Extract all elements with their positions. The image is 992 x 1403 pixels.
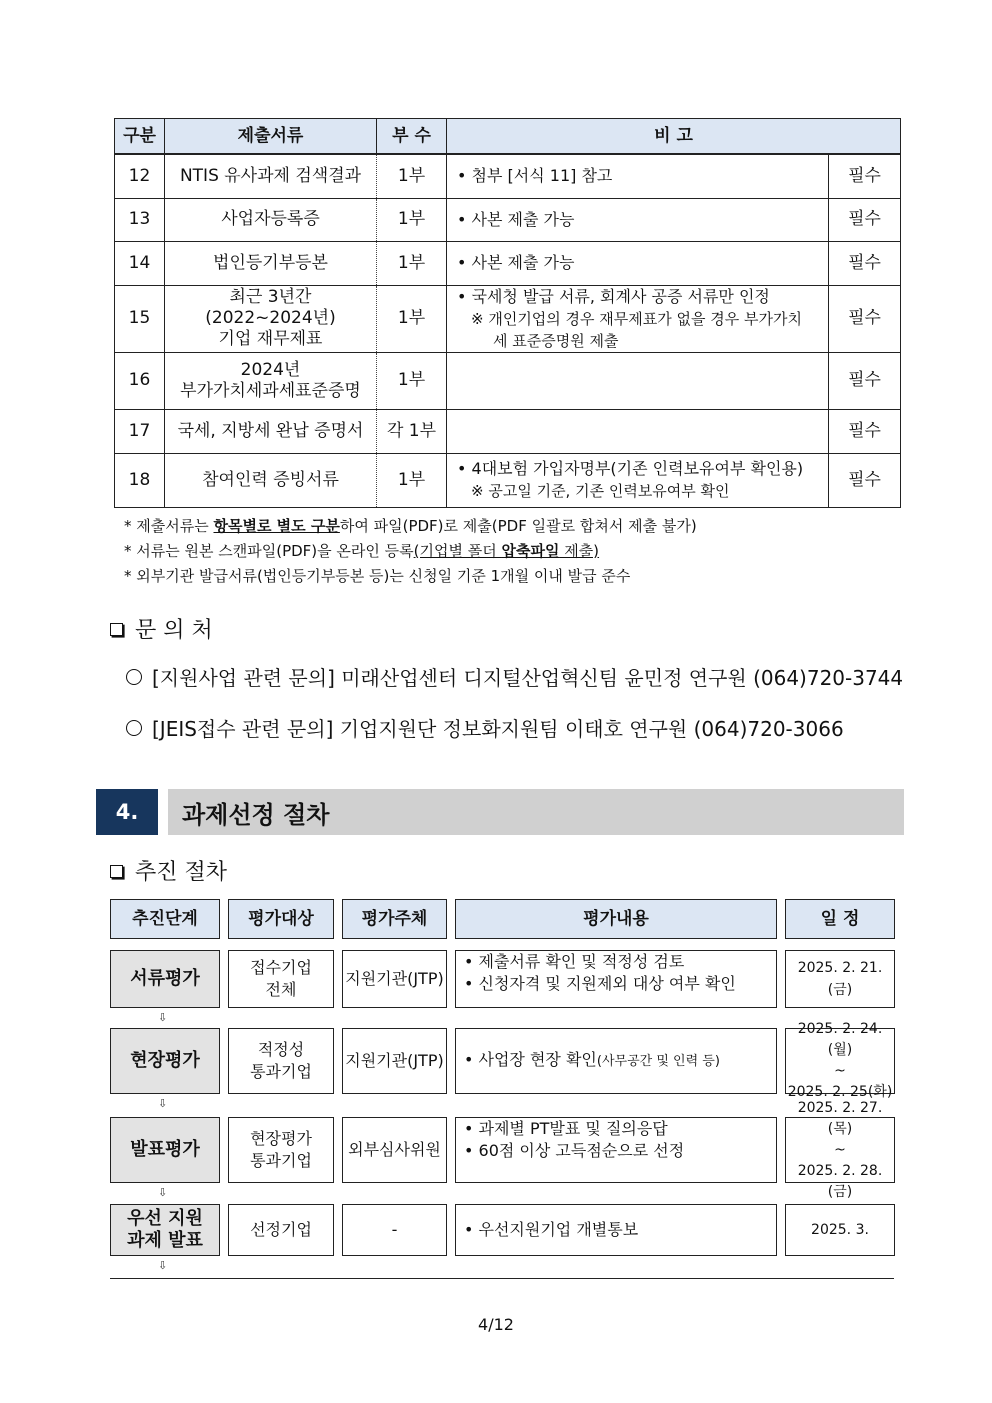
row-note: • 사본 제출 가능 [447, 198, 829, 241]
table-row [115, 352, 901, 409]
proc-content: • 과제별 PT발표 및 질의응답 • 60점 이상 고득점순으로 선정 [455, 1117, 777, 1183]
down-arrow-icon: ⇩ [158, 1259, 168, 1272]
note-2: * 서류는 원본 스캔파일(PDF)을 온라인 등록(기업별 폴더 압축파일 제출) [124, 542, 600, 560]
proc-schedule: 2025. 2. 24.(월) ~ 2025. 2. 25(화) [785, 1028, 895, 1094]
table-header-row [115, 119, 901, 155]
row-no: 14 [115, 241, 165, 285]
row-doc: 국세, 지방세 완납 증명서 [165, 409, 377, 453]
table-row [115, 453, 901, 507]
header-note: 비 고 [447, 119, 901, 155]
row-required: 필수 [829, 352, 901, 409]
stage-presentation: 발표평가 [110, 1117, 220, 1183]
row-note: • 국세청 발급 서류, 회계사 공증 서류만 인정 ※ 개인기업의 경우 재무제표가 없을 경우 부가가치 세 표준증명원 제출 [447, 285, 829, 352]
down-arrow-icon: ⇩ [158, 1186, 168, 1199]
row-required: 필수 [829, 154, 901, 198]
proc-content: • 사업장 현장 확인(사무공간 및 인력 등) [455, 1028, 777, 1094]
note-3: * 외부기관 발급서류(법인등기부등본 등)는 신청일 기준 1개월 이내 발급 준수 [124, 567, 631, 585]
proc-content: • 우선지원기업 개별통보 [455, 1204, 777, 1256]
row-note: • 4대보험 가입자명부(기존 인력보유여부 확인용) ※ 공고일 기준, 기존 인력보유여부 확인 [447, 453, 829, 507]
table-row [115, 409, 901, 453]
documents-table [114, 118, 901, 508]
header-no: 구분 [115, 119, 165, 155]
circle-bullet-icon [126, 669, 142, 685]
down-arrow-icon: ⇩ [158, 1011, 168, 1024]
row-copies: 1부 [377, 285, 447, 352]
proc-target: 현장평가 통과기업 [228, 1117, 334, 1183]
table-row [115, 241, 901, 285]
proc-header-schedule: 일 정 [785, 899, 895, 939]
row-required: 필수 [829, 198, 901, 241]
down-arrow-icon: ⇩ [158, 1097, 168, 1110]
proc-evaluator: 외부심사위원 [342, 1117, 447, 1183]
row-required: 필수 [829, 409, 901, 453]
proc-header-target: 평가대상 [228, 899, 334, 939]
proc-content: • 제출서류 확인 및 적정성 검토 • 신청자격 및 지원제외 대상 여부 확인 [455, 950, 777, 1008]
row-copies: 1부 [377, 198, 447, 241]
contact-item: [JEIS접수 관련 문의] 기업지원단 정보화지원팀 이태호 연구원 (064)720-3066 [126, 713, 844, 742]
row-note: • 사본 제출 가능 [447, 241, 829, 285]
submission-notes [124, 514, 697, 589]
table-row [115, 198, 901, 241]
row-no: 16 [115, 352, 165, 409]
proc-header-content: 평가내용 [455, 899, 777, 939]
stage-priority-announcement: 우선 지원 과제 발표 [110, 1204, 220, 1256]
table-row [115, 285, 901, 352]
header-doc: 제출서류 [165, 119, 377, 155]
row-no: 18 [115, 453, 165, 507]
row-required: 필수 [829, 453, 901, 507]
proc-evaluator: - [342, 1204, 447, 1256]
row-note: • 첨부 [서식 11] 참고 [447, 154, 829, 198]
proc-header-stage: 추진단계 [110, 899, 220, 939]
row-note [447, 352, 829, 409]
stage-site-evaluation: 현장평가 [110, 1028, 220, 1094]
bottom-divider [110, 1278, 894, 1279]
proc-target: 선정기업 [228, 1204, 334, 1256]
stage-document-review: 서류평가 [110, 950, 220, 1008]
row-copies: 각 1부 [377, 409, 447, 453]
row-copies: 1부 [377, 352, 447, 409]
header-copies: 부 수 [377, 119, 447, 155]
proc-schedule: 2025. 2. 27.(목) ~ 2025. 2. 28.(금) [785, 1117, 895, 1183]
section-number: 4. [96, 789, 158, 835]
row-required: 필수 [829, 285, 901, 352]
row-copies: 1부 [377, 154, 447, 198]
row-doc: NTIS 유사과제 검색결과 [165, 154, 377, 198]
procedure-heading: 추진 절차 [110, 855, 227, 886]
circle-bullet-icon [126, 720, 142, 736]
square-bullet-icon [110, 623, 123, 636]
section-title: 과제선정 절차 [168, 789, 904, 835]
note-1: * 제출서류는 항목별로 별도 구분하여 파일(PDF)로 제출(PDF 일괄로 합쳐서 제출 불가) [124, 517, 697, 535]
row-no: 12 [115, 154, 165, 198]
row-no: 15 [115, 285, 165, 352]
proc-target: 적정성 통과기업 [228, 1028, 334, 1094]
row-copies: 1부 [377, 453, 447, 507]
row-no: 13 [115, 198, 165, 241]
row-required: 필수 [829, 241, 901, 285]
row-doc: 사업자등록증 [165, 198, 377, 241]
row-note [447, 409, 829, 453]
row-copies: 1부 [377, 241, 447, 285]
contact-item: [지원사업 관련 문의] 미래산업센터 디지털산업혁신팀 윤민정 연구원 (064)720-3744 [126, 662, 903, 691]
proc-header-evaluator: 평가주체 [342, 899, 447, 939]
row-doc: 2024년 부가가치세과세표준증명 [165, 352, 377, 409]
row-doc: 최근 3년간 (2022~2024년) 기업 재무제표 [165, 285, 377, 352]
row-no: 17 [115, 409, 165, 453]
proc-evaluator: 지원기관(JTP) [342, 950, 447, 1008]
proc-schedule: 2025. 2. 21.(금) [785, 950, 895, 1008]
contact-heading: 문 의 처 [110, 613, 213, 644]
row-doc: 참여인력 증빙서류 [165, 453, 377, 507]
proc-evaluator: 지원기관(JTP) [342, 1028, 447, 1094]
square-bullet-icon [110, 865, 123, 878]
proc-target: 접수기업 전체 [228, 950, 334, 1008]
proc-schedule: 2025. 3. [785, 1204, 895, 1256]
page-number: 4/12 [478, 1315, 514, 1334]
row-doc: 법인등기부등본 [165, 241, 377, 285]
table-row [115, 154, 901, 198]
